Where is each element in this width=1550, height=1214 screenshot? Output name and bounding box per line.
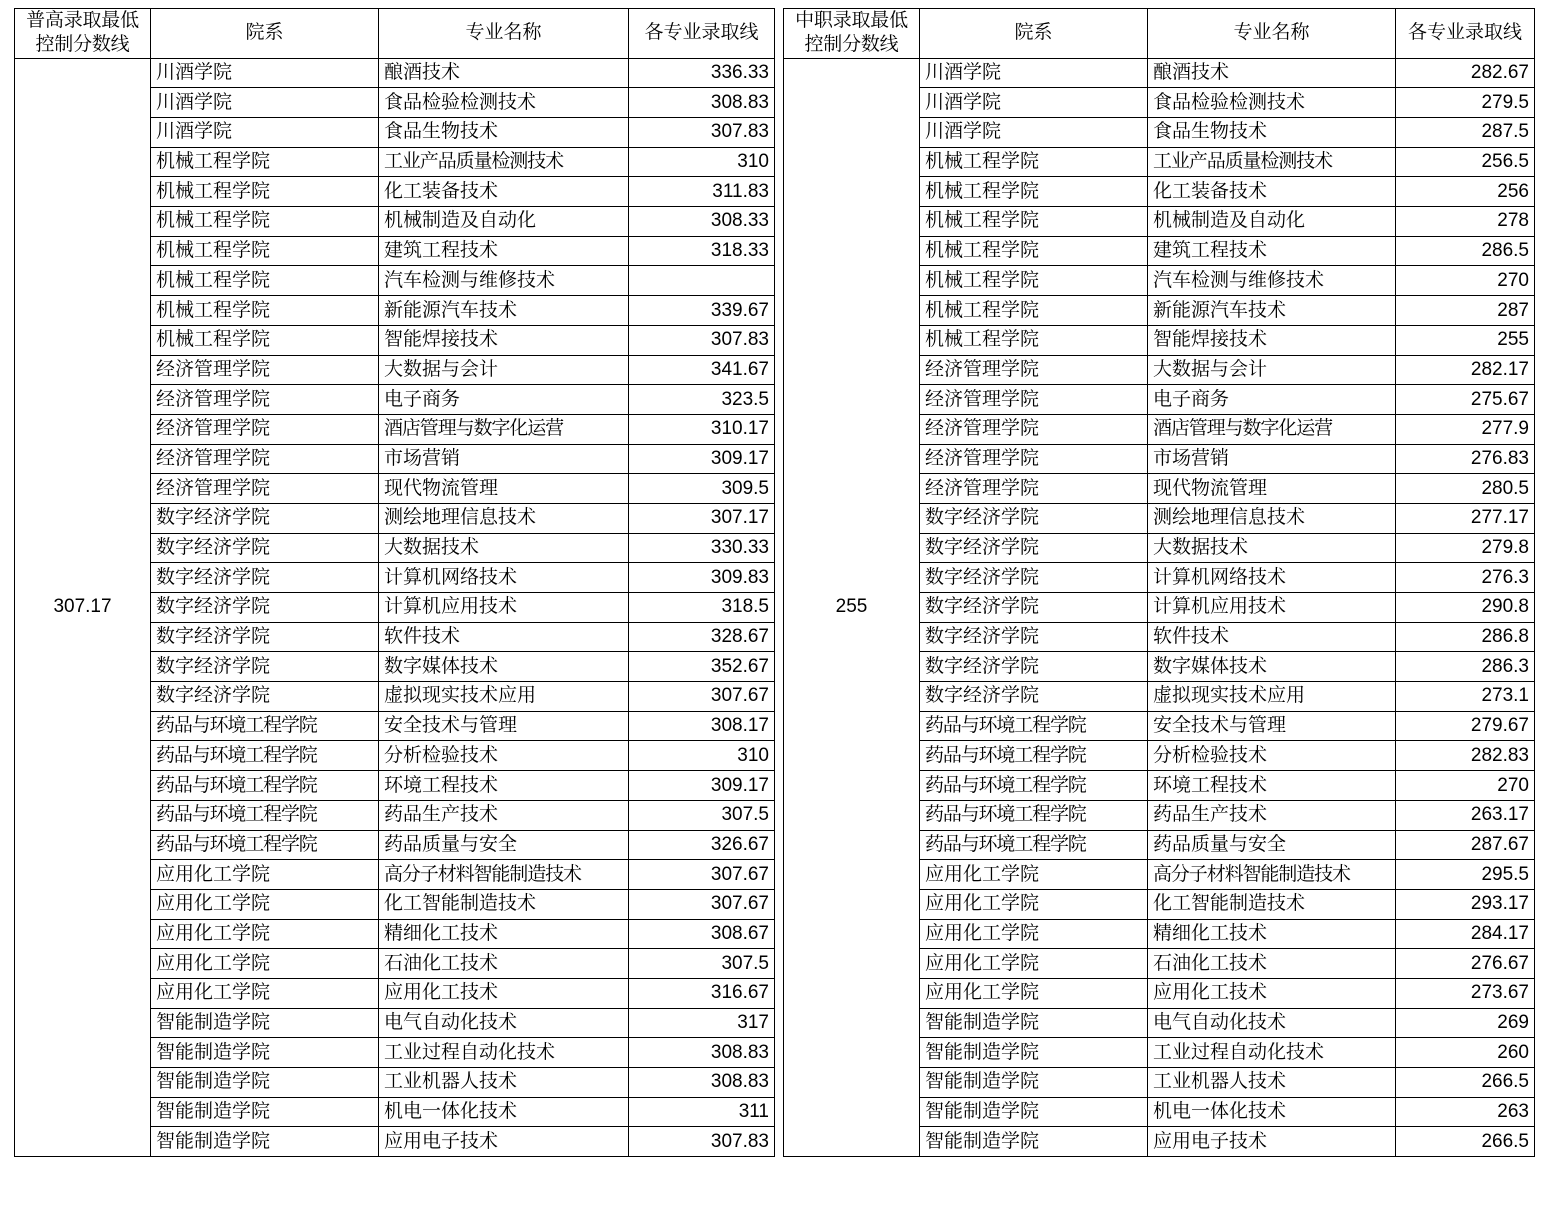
cell-department: 智能制造学院: [920, 1097, 1148, 1127]
cell-department: 数字经济学院: [151, 622, 379, 652]
cell-department: 经济管理学院: [151, 414, 379, 444]
cell-major-score: 307.83: [629, 118, 775, 148]
cell-major-score: 256: [1396, 177, 1535, 207]
cell-department: 川酒学院: [151, 118, 379, 148]
cell-major: 化工装备技术: [379, 177, 629, 207]
cell-major-score: 310: [629, 147, 775, 177]
cell-major: 电气自动化技术: [379, 1008, 629, 1038]
cell-major: 酒店管理与数字化运营: [379, 414, 629, 444]
cell-department: 药品与环境工程学院: [151, 741, 379, 771]
cell-department: 药品与环境工程学院: [151, 711, 379, 741]
table-body-left: [15, 58, 775, 1156]
cell-major: 石油化工技术: [379, 949, 629, 979]
cell-department: 应用化工学院: [151, 949, 379, 979]
cell-department: 机械工程学院: [151, 325, 379, 355]
cell-department: 数字经济学院: [151, 533, 379, 563]
column-header-major-score: 各专业录取线: [1396, 9, 1535, 59]
cut-score-merged-cell: 255: [784, 58, 920, 1156]
cell-major: 汽车检测与维修技术: [1148, 266, 1396, 296]
cell-department: 智能制造学院: [151, 1068, 379, 1098]
cell-major: 食品检验检测技术: [1148, 88, 1396, 118]
cell-major-score: 280.5: [1396, 474, 1535, 504]
cell-department: 机械工程学院: [151, 296, 379, 326]
cut-header-line-2: 控制分数线: [804, 34, 899, 56]
cell-major: 化工智能制造技术: [1148, 889, 1396, 919]
cell-department: 经济管理学院: [151, 385, 379, 415]
cell-major: 虚拟现实技术应用: [379, 682, 629, 712]
cell-major-score: 263: [1396, 1097, 1535, 1127]
cell-department: 应用化工学院: [151, 919, 379, 949]
cell-department: 药品与环境工程学院: [151, 830, 379, 860]
cell-major-score: 307.67: [629, 889, 775, 919]
cell-major: 建筑工程技术: [379, 236, 629, 266]
cell-major: 工业产品质量检测技术: [1148, 147, 1396, 177]
cell-major: 应用化工技术: [379, 978, 629, 1008]
cell-major: 高分子材料智能制造技术: [1148, 860, 1396, 890]
cell-major: 智能焊接技术: [1148, 325, 1396, 355]
cell-department: 数字经济学院: [151, 593, 379, 623]
cell-department: 药品与环境工程学院: [920, 711, 1148, 741]
cell-major: 酿酒技术: [379, 58, 629, 88]
column-header-cut-score: [784, 9, 920, 59]
cell-department: 数字经济学院: [920, 503, 1148, 533]
cell-major-score: 273.67: [1396, 978, 1535, 1008]
cell-major: 化工智能制造技术: [379, 889, 629, 919]
cell-major: 安全技术与管理: [379, 711, 629, 741]
cell-major: 分析检验技术: [1148, 741, 1396, 771]
cell-department: 应用化工学院: [151, 860, 379, 890]
cell-major: 酿酒技术: [1148, 58, 1396, 88]
cell-department: 经济管理学院: [920, 474, 1148, 504]
cell-major: 测绘地理信息技术: [1148, 503, 1396, 533]
cell-major-score: 266.5: [1396, 1068, 1535, 1098]
cell-department: 数字经济学院: [920, 563, 1148, 593]
cell-major-score: 286.5: [1396, 236, 1535, 266]
cell-major-score: 260: [1396, 1038, 1535, 1068]
header-row: [15, 9, 775, 59]
cell-major: 应用电子技术: [379, 1127, 629, 1157]
cell-major-score: 309.83: [629, 563, 775, 593]
cell-major-score: 310: [629, 741, 775, 771]
cell-major-score: 276.83: [1396, 444, 1535, 474]
cell-major-score: 277.9: [1396, 414, 1535, 444]
cell-major-score: 339.67: [629, 296, 775, 326]
cell-department: 机械工程学院: [920, 207, 1148, 237]
cell-major: 环境工程技术: [1148, 771, 1396, 801]
cell-major-score: 284.17: [1396, 919, 1535, 949]
cell-major: 电气自动化技术: [1148, 1008, 1396, 1038]
column-header-cut-score: [15, 9, 151, 59]
cell-major: 精细化工技术: [379, 919, 629, 949]
cell-department: 药品与环境工程学院: [920, 800, 1148, 830]
cut-score-merged-cell: 307.17: [15, 58, 151, 1156]
cell-major-score: 308.83: [629, 88, 775, 118]
cell-major-score: 307.5: [629, 949, 775, 979]
cell-department: 应用化工学院: [920, 978, 1148, 1008]
cell-department: 机械工程学院: [920, 147, 1148, 177]
cell-department: 智能制造学院: [151, 1097, 379, 1127]
cell-major: 新能源汽车技术: [1148, 296, 1396, 326]
cell-major: 工业机器人技术: [379, 1068, 629, 1098]
cell-major-score: 256.5: [1396, 147, 1535, 177]
cell-department: 川酒学院: [151, 88, 379, 118]
cell-department: 经济管理学院: [920, 444, 1148, 474]
cell-major-score: 336.33: [629, 58, 775, 88]
cell-department: 数字经济学院: [151, 563, 379, 593]
cell-major: 建筑工程技术: [1148, 236, 1396, 266]
cell-department: 机械工程学院: [920, 236, 1148, 266]
cell-major: 智能焊接技术: [379, 325, 629, 355]
cell-major-score: 326.67: [629, 830, 775, 860]
cell-major: 市场营销: [379, 444, 629, 474]
cell-department: 机械工程学院: [151, 177, 379, 207]
cell-department: 川酒学院: [151, 58, 379, 88]
cell-major: 药品质量与安全: [1148, 830, 1396, 860]
cell-major-score: 279.5: [1396, 88, 1535, 118]
cell-department: 智能制造学院: [151, 1038, 379, 1068]
cell-major: 大数据与会计: [379, 355, 629, 385]
cell-major: 工业过程自动化技术: [379, 1038, 629, 1068]
cell-major-score: 295.5: [1396, 860, 1535, 890]
cell-major-score: 309.5: [629, 474, 775, 504]
cell-major: 大数据技术: [379, 533, 629, 563]
cell-major: 机电一体化技术: [1148, 1097, 1396, 1127]
cell-major-score: 276.67: [1396, 949, 1535, 979]
cell-department: 智能制造学院: [151, 1008, 379, 1038]
cell-major-score: 307.17: [629, 503, 775, 533]
cell-major: 大数据与会计: [1148, 355, 1396, 385]
cell-department: 机械工程学院: [151, 147, 379, 177]
cell-major-score: 282.67: [1396, 58, 1535, 88]
cell-major: 安全技术与管理: [1148, 711, 1396, 741]
cell-major-score: 278: [1396, 207, 1535, 237]
cell-major-score: 311: [629, 1097, 775, 1127]
cell-department: 机械工程学院: [920, 296, 1148, 326]
cell-major-score: 286.8: [1396, 622, 1535, 652]
cell-department: 川酒学院: [920, 88, 1148, 118]
cell-department: 经济管理学院: [920, 385, 1148, 415]
cell-major: 食品生物技术: [1148, 118, 1396, 148]
cell-major-score: 276.3: [1396, 563, 1535, 593]
cell-department: 经济管理学院: [151, 474, 379, 504]
cell-department: 药品与环境工程学院: [920, 771, 1148, 801]
cell-department: 经济管理学院: [920, 414, 1148, 444]
cell-major-score: 255: [1396, 325, 1535, 355]
cell-major: 计算机网络技术: [379, 563, 629, 593]
cell-major: 精细化工技术: [1148, 919, 1396, 949]
cell-major-score: 318.33: [629, 236, 775, 266]
cell-major-score: 290.8: [1396, 593, 1535, 623]
cell-major-score: 307.83: [629, 325, 775, 355]
putong-gaokao-score-table: [14, 8, 775, 1157]
cell-major-score: 308.83: [629, 1038, 775, 1068]
cell-major: 新能源汽车技术: [379, 296, 629, 326]
cell-major-score: 307.5: [629, 800, 775, 830]
cell-department: 应用化工学院: [920, 889, 1148, 919]
cell-department: 数字经济学院: [151, 503, 379, 533]
cell-department: 应用化工学院: [920, 919, 1148, 949]
cell-department: 智能制造学院: [920, 1038, 1148, 1068]
cell-department: 应用化工学院: [151, 889, 379, 919]
cell-major: 分析检验技术: [379, 741, 629, 771]
cell-department: 数字经济学院: [151, 682, 379, 712]
cell-department: 应用化工学院: [920, 860, 1148, 890]
cell-major-score: 328.67: [629, 622, 775, 652]
cell-major: 机电一体化技术: [379, 1097, 629, 1127]
cell-department: 智能制造学院: [920, 1068, 1148, 1098]
cell-major: 电子商务: [379, 385, 629, 415]
cell-major: 软件技术: [379, 622, 629, 652]
cell-department: 智能制造学院: [920, 1127, 1148, 1157]
cell-department: 机械工程学院: [151, 207, 379, 237]
cell-major-score: 270: [1396, 266, 1535, 296]
cell-major: 现代物流管理: [379, 474, 629, 504]
cell-major-score: 287.5: [1396, 118, 1535, 148]
cell-department: 应用化工学院: [920, 949, 1148, 979]
cell-major: 环境工程技术: [379, 771, 629, 801]
cell-major-score: 317: [629, 1008, 775, 1038]
column-header-major: 专业名称: [1148, 9, 1396, 59]
cell-department: 经济管理学院: [151, 444, 379, 474]
cell-major-score: 282.83: [1396, 741, 1535, 771]
column-header-department: 院系: [151, 9, 379, 59]
cell-major-score: 307.83: [629, 1127, 775, 1157]
table-row: [784, 58, 1535, 88]
cell-department: 智能制造学院: [920, 1008, 1148, 1038]
cell-department: 机械工程学院: [920, 266, 1148, 296]
cell-department: 数字经济学院: [920, 622, 1148, 652]
cell-major-score: [629, 266, 775, 296]
cell-major-score: 323.5: [629, 385, 775, 415]
table-header: [15, 9, 775, 59]
cut-header-line-1: 中职录取最低: [795, 10, 908, 31]
cell-department: 应用化工学院: [151, 978, 379, 1008]
cell-major: 应用电子技术: [1148, 1127, 1396, 1157]
zhongzhi-score-table: [783, 8, 1535, 1157]
cell-major: 工业过程自动化技术: [1148, 1038, 1396, 1068]
cell-major: 电子商务: [1148, 385, 1396, 415]
cell-department: 机械工程学院: [920, 325, 1148, 355]
cell-major-score: 279.8: [1396, 533, 1535, 563]
cell-major-score: 316.67: [629, 978, 775, 1008]
cell-major-score: 341.67: [629, 355, 775, 385]
cell-major-score: 282.17: [1396, 355, 1535, 385]
cell-major-score: 352.67: [629, 652, 775, 682]
tables-container: [14, 8, 1535, 1157]
cell-major-score: 330.33: [629, 533, 775, 563]
cell-major: 药品生产技术: [379, 800, 629, 830]
cell-major: 测绘地理信息技术: [379, 503, 629, 533]
cell-department: 药品与环境工程学院: [151, 800, 379, 830]
cell-department: 数字经济学院: [920, 682, 1148, 712]
cell-major-score: 311.83: [629, 177, 775, 207]
cell-major: 工业机器人技术: [1148, 1068, 1396, 1098]
cell-department: 机械工程学院: [151, 266, 379, 296]
cell-major: 机械制造及自动化: [379, 207, 629, 237]
cell-major: 机械制造及自动化: [1148, 207, 1396, 237]
cell-major-score: 287.67: [1396, 830, 1535, 860]
cell-major-score: 275.67: [1396, 385, 1535, 415]
cell-major-score: 273.1: [1396, 682, 1535, 712]
cell-major: 工业产品质量检测技术: [379, 147, 629, 177]
cell-major-score: 270: [1396, 771, 1535, 801]
cell-department: 数字经济学院: [920, 593, 1148, 623]
cell-major: 药品生产技术: [1148, 800, 1396, 830]
cell-major: 数字媒体技术: [379, 652, 629, 682]
cell-major-score: 269: [1396, 1008, 1535, 1038]
cell-major-score: 308.67: [629, 919, 775, 949]
cell-department: 数字经济学院: [920, 652, 1148, 682]
cell-major-score: 307.67: [629, 682, 775, 712]
cell-department: 药品与环境工程学院: [151, 771, 379, 801]
cell-department: 川酒学院: [920, 58, 1148, 88]
cell-major-score: 293.17: [1396, 889, 1535, 919]
cell-major-score: 279.67: [1396, 711, 1535, 741]
cell-major: 食品生物技术: [379, 118, 629, 148]
cell-major: 酒店管理与数字化运营: [1148, 414, 1396, 444]
cell-major-score: 277.17: [1396, 503, 1535, 533]
cell-major-score: 263.17: [1396, 800, 1535, 830]
cell-department: 经济管理学院: [151, 355, 379, 385]
cell-major: 食品检验检测技术: [379, 88, 629, 118]
cell-department: 智能制造学院: [151, 1127, 379, 1157]
column-header-major: 专业名称: [379, 9, 629, 59]
cell-major-score: 308.17: [629, 711, 775, 741]
cell-major-score: 308.33: [629, 207, 775, 237]
table-header: [784, 9, 1535, 59]
cell-major-score: 287: [1396, 296, 1535, 326]
column-header-department: 院系: [920, 9, 1148, 59]
cell-major-score: 307.67: [629, 860, 775, 890]
cell-major: 计算机应用技术: [1148, 593, 1396, 623]
cut-header-line-1: 普高录取最低: [26, 10, 139, 31]
cut-header-line-2: 控制分数线: [35, 34, 130, 56]
table-row: [15, 58, 775, 88]
cell-major: 药品质量与安全: [379, 830, 629, 860]
cell-major-score: 308.83: [629, 1068, 775, 1098]
cell-major: 化工装备技术: [1148, 177, 1396, 207]
cell-department: 经济管理学院: [920, 355, 1148, 385]
cell-major: 大数据技术: [1148, 533, 1396, 563]
cell-department: 数字经济学院: [920, 533, 1148, 563]
cell-major: 虚拟现实技术应用: [1148, 682, 1396, 712]
cell-major: 石油化工技术: [1148, 949, 1396, 979]
cell-major: 软件技术: [1148, 622, 1396, 652]
cell-department: 机械工程学院: [920, 177, 1148, 207]
cell-major-score: 310.17: [629, 414, 775, 444]
cell-major: 现代物流管理: [1148, 474, 1396, 504]
cell-department: 机械工程学院: [151, 236, 379, 266]
cell-major-score: 309.17: [629, 444, 775, 474]
cell-major: 应用化工技术: [1148, 978, 1396, 1008]
cell-department: 药品与环境工程学院: [920, 830, 1148, 860]
column-header-major-score: 各专业录取线: [629, 9, 775, 59]
cell-major: 数字媒体技术: [1148, 652, 1396, 682]
cell-major: 汽车检测与维修技术: [379, 266, 629, 296]
cell-major: 高分子材料智能制造技术: [379, 860, 629, 890]
cell-major-score: 286.3: [1396, 652, 1535, 682]
cell-major-score: 309.17: [629, 771, 775, 801]
cell-major-score: 318.5: [629, 593, 775, 623]
cell-major: 市场营销: [1148, 444, 1396, 474]
header-row: [784, 9, 1535, 59]
table-body-right: [784, 58, 1535, 1156]
cell-department: 药品与环境工程学院: [920, 741, 1148, 771]
cell-major: 计算机网络技术: [1148, 563, 1396, 593]
cell-major: 计算机应用技术: [379, 593, 629, 623]
cell-major-score: 266.5: [1396, 1127, 1535, 1157]
cell-department: 数字经济学院: [151, 652, 379, 682]
cell-department: 川酒学院: [920, 118, 1148, 148]
